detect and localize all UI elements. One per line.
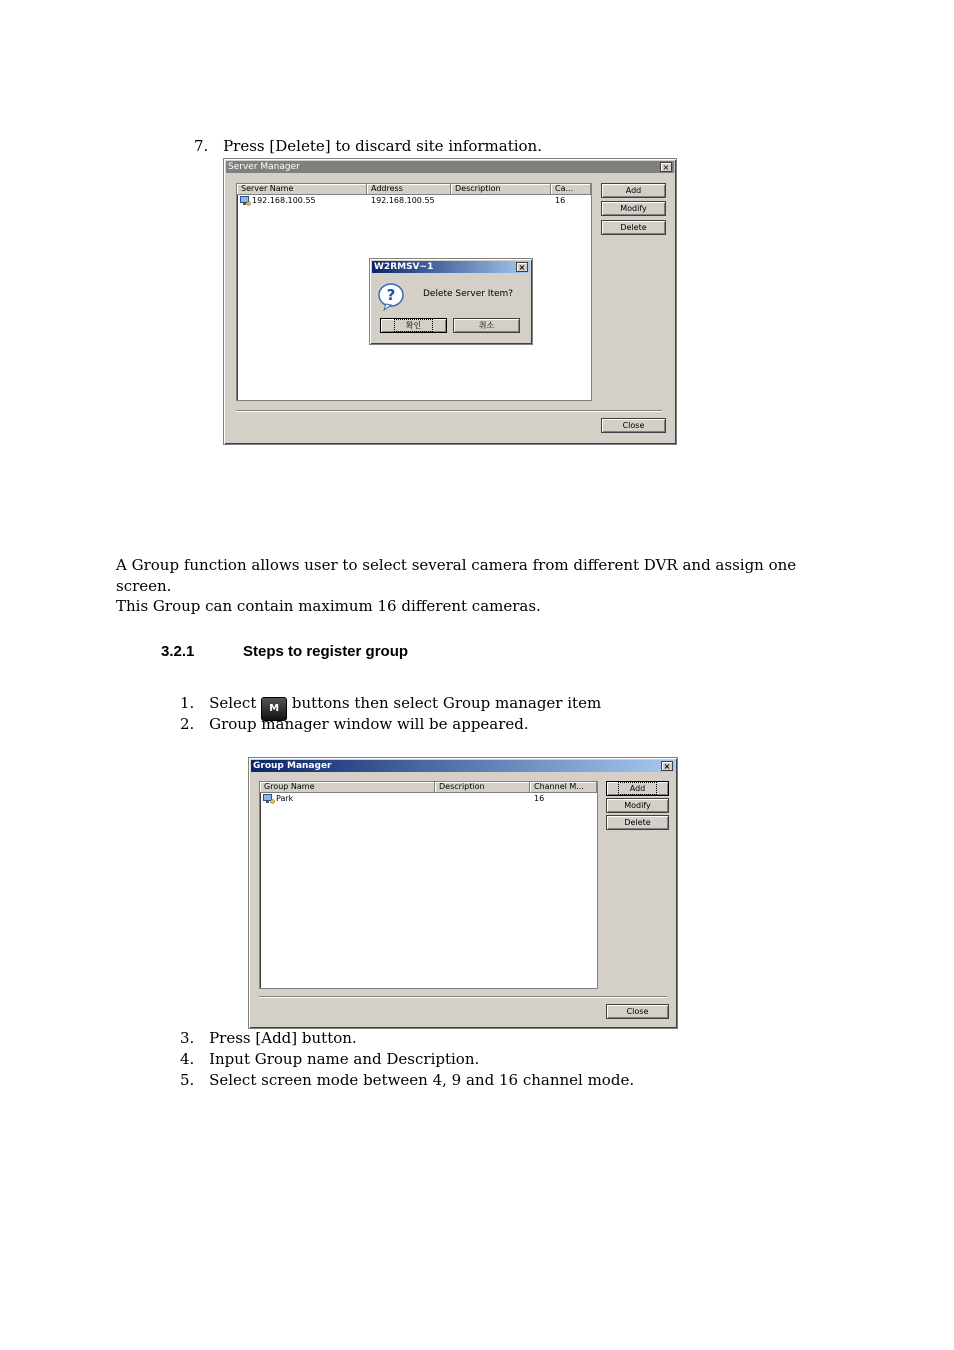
column-header-channel-mode[interactable]: Channel M...: [530, 782, 597, 793]
step-text: Press [Delete] to discard site information.: [223, 137, 542, 155]
intro-line-1: A Group function allows user to select several camera from different DVR and assign one: [116, 556, 797, 574]
delete-confirm-dialog: [369, 258, 533, 345]
dialog-titlebar: [372, 261, 530, 273]
server-manager-window: [223, 158, 677, 445]
group-list[interactable]: [259, 781, 598, 989]
step-number: 7.: [194, 137, 209, 155]
window-title: Server Manager: [228, 162, 300, 172]
close-button[interactable]: Close: [601, 418, 666, 433]
step-text: Select screen mode between 4, 9 and 16 channel mode.: [209, 1071, 635, 1089]
add-button[interactable]: Add: [601, 183, 666, 198]
add-button[interactable]: [606, 781, 669, 796]
column-header-group-name[interactable]: Group Name: [260, 782, 435, 793]
group-manager-titlebar: [251, 760, 675, 772]
column-header-description[interactable]: Description: [435, 782, 530, 793]
dialog-message: Delete Server Item?: [423, 289, 514, 299]
intro-line-3: This Group can contain maximum 16 different cameras.: [116, 597, 541, 615]
close-icon[interactable]: ×: [660, 162, 672, 172]
step-5: [180, 1070, 634, 1091]
section-number: 3.2.1: [161, 643, 195, 660]
step-text: Group manager window will be appeared.: [209, 715, 529, 733]
close-icon[interactable]: ×: [516, 262, 528, 272]
step-text: Input Group name and Description.: [209, 1050, 480, 1068]
svg-text:?: ?: [386, 286, 396, 304]
group-manager-window: [248, 757, 678, 1029]
address-cell: 192.168.100.55: [371, 196, 435, 205]
step-number: 1.: [180, 694, 195, 712]
channels-cell: 16: [555, 196, 566, 205]
separator: [259, 996, 667, 998]
step-2: [180, 714, 529, 735]
column-header-server-name[interactable]: Server Name: [237, 184, 367, 195]
step-4: [180, 1049, 479, 1070]
channels-cell: 16: [534, 794, 545, 803]
close-button[interactable]: Close: [606, 1004, 669, 1019]
step-text: Press [Add] button.: [209, 1029, 357, 1047]
section-title: Steps to register group: [243, 643, 409, 660]
ok-button[interactable]: [380, 318, 447, 333]
step-7: [194, 136, 542, 157]
step-text-before: Select: [209, 694, 257, 712]
delete-button[interactable]: Delete: [606, 815, 669, 830]
ok-button-label: 확인: [396, 321, 431, 330]
step-text-after: buttons then select Group manager item: [291, 694, 602, 712]
column-header-channels[interactable]: Ca...: [551, 184, 591, 195]
step-number: 2.: [180, 715, 195, 733]
question-icon: [378, 283, 404, 315]
modify-button[interactable]: Modify: [606, 798, 669, 813]
server-manager-titlebar: [226, 161, 674, 173]
delete-button[interactable]: Delete: [601, 220, 666, 235]
add-button-label: Add: [620, 784, 656, 793]
step-3: [180, 1028, 357, 1049]
step-number: 3.: [180, 1029, 195, 1047]
intro-line-2: screen.: [116, 577, 172, 595]
group-icon: [263, 794, 275, 807]
group-name-cell: Park: [276, 794, 294, 803]
step-number: 5.: [180, 1071, 195, 1089]
column-header-address[interactable]: Address: [367, 184, 451, 195]
separator: [236, 410, 662, 412]
column-header-description[interactable]: Description: [451, 184, 551, 195]
m-button: M: [261, 697, 287, 721]
server-name-cell: 192.168.100.55: [252, 196, 316, 205]
close-icon[interactable]: ×: [661, 761, 673, 771]
modify-button[interactable]: Modify: [601, 201, 666, 216]
dialog-title: W2RMSV~1: [374, 262, 434, 272]
window-title: Group Manager: [253, 761, 332, 771]
server-icon: [240, 196, 251, 209]
cancel-button[interactable]: 취소: [453, 318, 520, 333]
step-number: 4.: [180, 1050, 195, 1068]
